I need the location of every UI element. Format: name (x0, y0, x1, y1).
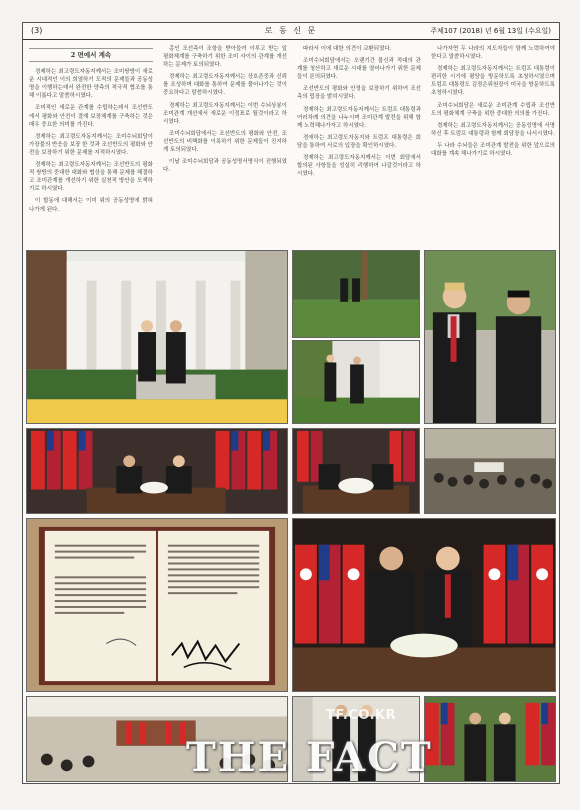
photo-walk-small-top (292, 250, 420, 338)
article-column-1 (29, 45, 153, 269)
paragraph: 경제하는 최고령도자동지께서는 조미쌍방이 새로운 시대적인 이의 희열하기 도적의 문제들과 공동성명을 이행하는데서 완전한 양측의 적극적 협조를 통해 이롭다고 말씀하시였다. (29, 69, 153, 100)
paragraph: 나가자면 두 나라의 지도자들이 함께 노력하여야 한다고 말씀하시였다. (431, 46, 555, 61)
paragraph: 경제하는 최고령도자동지께서는 트럼프 대통령과 여러차례 의견을 나누시며 조미관계 발전을 위해 함께 노력해나가자고 하시였다. (297, 106, 421, 129)
paragraph: 조미수뇌회담은 새로운 조미관계 수립과 조선반도의 평화체계 구축을 위한 중대한 의의를 가진다. (431, 102, 555, 117)
paragraph: 조선반도의 평화와 안정을 보장하기 위하여 조선측의 립장을 밝히시였다. (297, 86, 421, 101)
photo-garden-walk (26, 250, 288, 424)
paragraph: 두 나라 수뇌들은 조미관계 발전을 위한 앞으로의 대화를 계속 해나가기로 하시였다. (431, 142, 555, 158)
photo-signing-center (292, 428, 420, 514)
paragraph: 경제하는 최고령도자동지께서는 상호존중과 신뢰를 조성하며 대화를 통하여 문제를 풀어나가는 것이 중요하다고 말씀하시였다. (163, 74, 287, 97)
paragraph: 이 합동에 대해서는 이미 위의 공동성명에 밝혀 나가게 된다. (29, 198, 153, 213)
paragraph: 경제하는 최고령도자동지께서는 공동성명에 서명하신 후 트럼프 대통령과 함께 회담장을 나서시였다. (431, 122, 555, 137)
photo-handshake-flags (424, 696, 556, 782)
continued-heading: 2 면에서 계속 (29, 48, 153, 62)
photo-handshake (292, 518, 556, 692)
newspaper-name: 로 동 신 문 (264, 26, 318, 35)
photo-signing-left (26, 428, 288, 514)
paragraph: 경제하는 최고령도자동지께서는 조미수뇌회담이 가장불의 반응을 보장 한 것과 조선반도의 평화와 안전을 보장하기 위한 문제를 지적하시였다. (29, 133, 153, 156)
masthead (23, 23, 559, 40)
paragraph: 조미수뇌회담에서는 오랜기간 불신과 적대의 관계를 청산하고 새로운 시대를 열어나가기 위한 문제들이 론의되였다. (297, 58, 421, 81)
paragraph: 총인 조선측이 조항을 받아들여 이루고 받는 일 평화체계를 구축하기 위한 조미 사이의 관계를 개선하는 문제가 토의되였다. (163, 46, 287, 69)
paragraph: 이날 조미수뇌회담과 공동성명서명식이 진행되였다. (163, 159, 287, 174)
watermark-brand: THE FACT (186, 734, 433, 781)
page-number: (3) (31, 26, 43, 35)
article-column-2 (163, 45, 287, 269)
article-text (29, 45, 555, 269)
paragraph: 경제하는 최고령도자동지께서는 조선반도의 평화적 쌍방의 중대한 대화와 협상을 통해 문제를 해결하고 조미관계를 개선하기 위한 실천적 방안을 모색하기로 하시였다. (29, 162, 153, 193)
article-column-3 (297, 45, 421, 269)
photo-walk-small-bottom (292, 340, 420, 424)
photo-walk-right (424, 250, 556, 424)
issue-info: 주체107 (2018) 년 6월 13일 (수요일) (430, 27, 551, 35)
paragraph: 경애하는 최고령도자동지와 트럼프 대통령은 회담을 통하여 서로의 입장을 확인하시였다. (297, 134, 421, 149)
watermark-site: TF.CO.KR (326, 708, 397, 723)
photo-document (26, 518, 288, 692)
photo-crowd-room (424, 428, 556, 514)
paragraph: 따라서 이에 대한 의견이 교환되였다. (303, 46, 392, 52)
paragraph: 경제하는 최고령도자동지께서는 트럼프 대통령이 편리한 시기에 평양을 방문하도록 초청하시였으며 트럼프 대통령도 김정은위원장이 미국을 방문하도록 초청하시였다. (431, 66, 555, 97)
article-column-4 (431, 45, 555, 269)
paragraph: 조미적인 새로운 관계를 수립하는데서 조선반도에서 평화와 안전이 결재 보장체계를 구축하는 것은 매우 중요한 의미를 가진다. (29, 105, 153, 128)
paragraph: 경제하는 최고령도자동지께서는 이번 수뇌상봉이 조미관계 개선에서 새로운 이정표로 될것이라고 하시였다. (163, 102, 287, 125)
paragraph: 경제하는 최고령도자동지께서는 이번 회담에서 합의된 사항들을 성실히 리행하여 나갈것이라고 하시였다. (297, 155, 421, 178)
paragraph: 조미수뇌회담에서는 조선반도의 평화와 안전, 조선반도의 비핵화를 이룩하기 위한 문제들이 진지하게 토의되였다. (163, 130, 287, 154)
